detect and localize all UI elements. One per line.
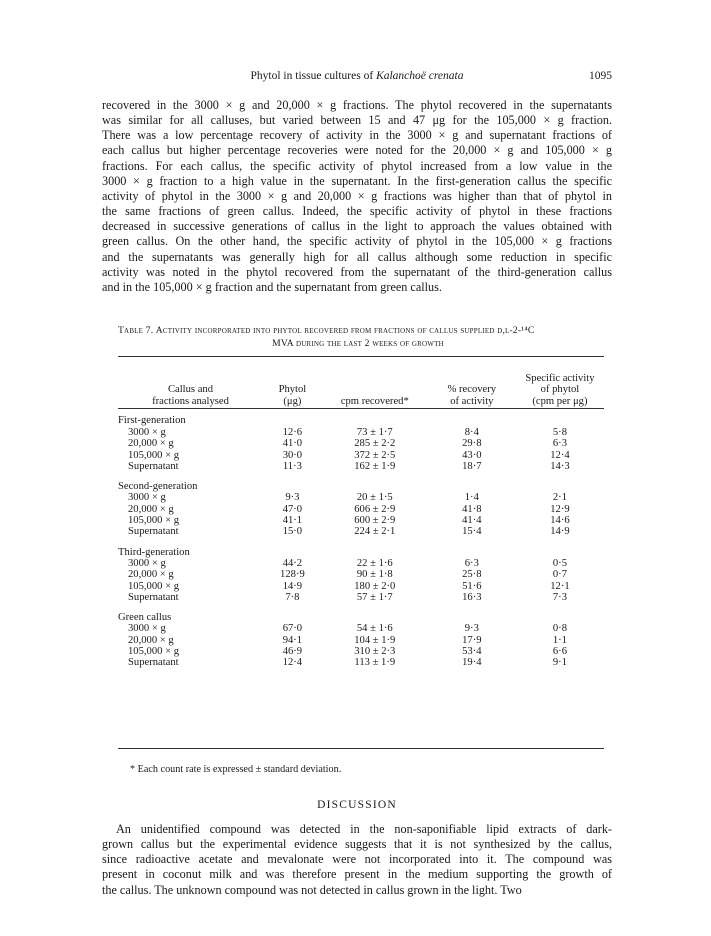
cpm-cell: 162 ± 1·9 [354, 460, 396, 472]
group-name: Third-generation [118, 546, 190, 558]
cpm-cell: 606 ± 2·9 [354, 503, 396, 515]
specific-activity-cell: 12·9 [550, 503, 570, 515]
phytol-cell: 11·3 [282, 460, 302, 472]
recovery-cell: 8·4 [464, 427, 479, 438]
phytol-cell: 9·3 [285, 492, 300, 504]
recovery-cell: 43·0 [462, 449, 482, 461]
phytol-cell: 41·1 [282, 515, 303, 527]
phytol-cell: 12·6 [282, 427, 303, 438]
table-header-row [118, 360, 604, 407]
text-line: fractions. For each callus, the specific activity of phytol increased from a low value in the [102, 158, 612, 173]
cpm-cell: 57 ± 1·7 [356, 591, 393, 603]
cpm-cell: 90 ± 1·8 [356, 569, 393, 581]
table-group-row [118, 407, 604, 427]
table-caption [118, 324, 598, 350]
data-table [118, 360, 604, 669]
text-line: was similar for all calluses, but varied between 15 and 47 μg for the 105,000 × g fraction. [102, 113, 612, 128]
table-row [118, 569, 604, 580]
text-line: green callus. On the other hand, the specific activity of phytol in the 105,000 × g fractions [102, 234, 612, 249]
fraction-cell: 20,000 × g [128, 503, 174, 515]
recovery-cell: 15·4 [462, 526, 482, 538]
phytol-cell: 41·0 [282, 438, 303, 450]
text-line: since radioactive acetate and mevalonate were not incorporated into it. The compound was [102, 852, 612, 867]
fraction-cell: 20,000 × g [128, 438, 174, 450]
text-line: activity was noted in the phytol recovered from the supernatant of the third-generation callus [102, 264, 612, 279]
fraction-cell: 105,000 × g [128, 515, 179, 527]
recovery-cell: 29·8 [462, 438, 482, 450]
text-line: the callus. The unknown compound was not detected in callus grown in the light. Two [102, 882, 522, 897]
table-row [118, 581, 604, 592]
specific-activity-cell: 1·1 [552, 634, 567, 646]
running-header [102, 70, 612, 88]
text-line: recovered in the 3000 × g and 20,000 × g fractions. The phytol recovered in the supernatants [102, 98, 612, 112]
recovery-cell: 53·4 [462, 646, 482, 658]
cpm-cell: 22 ± 1·6 [356, 557, 393, 569]
running-title-italic: Kalanchoë crenata [376, 70, 464, 82]
fraction-cell: Supernatant [128, 591, 179, 603]
table-row [118, 461, 604, 472]
table-label: Table 7. [118, 325, 154, 336]
fraction-cell: Supernatant [128, 526, 179, 538]
text-line: each callus but higher percentage recoveries were noted for the 20,000 × g and 105,000 × g [102, 143, 612, 158]
recovery-cell: 1·4 [464, 492, 479, 504]
table-group-row [118, 612, 604, 623]
table-caption-line2: MVA during the last 2 weeks of growth [272, 338, 444, 349]
table-row [118, 450, 604, 461]
text-line: decreased in successive generations of callus in the light to approach the values obtained with [102, 219, 612, 234]
fraction-cell: 105,000 × g [128, 580, 179, 592]
phytol-cell: 15·0 [282, 526, 303, 538]
table-row [118, 492, 604, 503]
table-top-rule [118, 356, 604, 357]
header-callus: Callus and fractions analysed [152, 384, 229, 407]
recovery-cell: 51·6 [462, 580, 482, 592]
recovery-cell: 16·3 [462, 591, 482, 603]
specific-activity-cell: 5·8 [552, 427, 567, 438]
text-line: An unidentified compound was detected in the non-saponifiable lipid extracts of dark- [116, 822, 612, 836]
specific-activity-cell: 0·7 [552, 569, 567, 581]
recovery-cell: 18·7 [462, 460, 482, 472]
text-line: grown callus but the experimental evidence suggests that it is not synthesized by the callus, [102, 837, 612, 852]
fraction-cell: 20,000 × g [128, 634, 174, 646]
group-name: Second-generation [118, 481, 198, 493]
cpm-cell: 104 ± 1·9 [354, 634, 396, 646]
recovery-cell: 9·3 [464, 623, 479, 635]
page-number: 1095 [589, 70, 612, 82]
cpm-cell: 224 ± 2·1 [354, 526, 396, 538]
recovery-cell: 25·8 [462, 569, 482, 581]
text-line: There was a low percentage recovery of activity in the 3000 × g and supernatant fractions of [102, 128, 612, 143]
table-group-row [118, 547, 604, 558]
table-row [118, 526, 604, 537]
phytol-cell: 94·1 [282, 634, 303, 646]
fraction-cell: 3000 × g [128, 427, 166, 438]
cpm-cell: 285 ± 2·2 [354, 438, 396, 450]
fraction-cell: 20,000 × g [128, 569, 174, 581]
phytol-cell: 47·0 [282, 503, 303, 515]
fraction-cell: 105,000 × g [128, 646, 179, 658]
phytol-cell: 12·4 [282, 657, 303, 669]
table-group-row [118, 481, 604, 492]
fraction-cell: 3000 × g [128, 623, 166, 635]
phytol-cell: 7·8 [285, 591, 300, 603]
discussion-heading: DISCUSSION [317, 799, 397, 811]
table-row [118, 623, 604, 634]
specific-activity-cell: 12·1 [550, 580, 570, 592]
specific-activity-cell: 14·9 [550, 526, 570, 538]
specific-activity-cell: 0·8 [552, 623, 567, 635]
text-line: 3000 × g fraction to a high value in the supernatant. In the first-generation callus the specific [102, 173, 612, 188]
table-row [118, 427, 604, 438]
text-line: and the supernatants was generally high for all callus although some reduction in specific [102, 249, 612, 264]
table-row [118, 646, 604, 657]
cpm-cell: 372 ± 2·5 [354, 449, 396, 461]
specific-activity-cell: 14·3 [550, 460, 570, 472]
text-line: present in coconut milk and was therefore present in the medium supporting the growth of [102, 867, 612, 882]
group-spacer [118, 603, 604, 612]
table-footnote: * Each count rate is expressed ± standard deviation. [130, 764, 342, 775]
phytol-cell: 128·9 [280, 569, 305, 581]
header-cpm: cpm recovered* [340, 395, 409, 407]
table-row [118, 504, 604, 515]
cpm-cell: 113 ± 1·9 [354, 657, 396, 669]
phytol-cell: 46·9 [282, 646, 303, 658]
phytol-cell: 14·9 [282, 580, 303, 592]
text-line: activity of phytol in the 3000 × g and 20,000 × g fractions was higher than that of phytol in [102, 188, 612, 203]
specific-activity-cell: 9·1 [552, 657, 567, 669]
recovery-cell: 17·9 [462, 634, 482, 646]
table-row [118, 558, 604, 569]
fraction-cell: 3000 × g [128, 557, 166, 569]
results-paragraph [102, 98, 612, 295]
group-spacer [118, 538, 604, 547]
discussion-paragraph [102, 822, 612, 898]
table-row [118, 515, 604, 526]
header-specific-activity: Specific activity of phytol (cpm per μg) [525, 373, 595, 407]
cpm-cell: 310 ± 2·3 [354, 646, 396, 658]
fraction-cell: 105,000 × g [128, 449, 179, 461]
phytol-cell: 30·0 [282, 449, 303, 461]
table-row [118, 592, 604, 603]
phytol-cell: 44·2 [282, 557, 303, 569]
recovery-cell: 6·3 [464, 557, 479, 569]
cpm-cell: 54 ± 1·6 [356, 623, 393, 635]
recovery-cell: 19·4 [462, 657, 482, 669]
group-name: First-generation [118, 415, 186, 426]
specific-activity-cell: 6·3 [552, 438, 567, 450]
cpm-cell: 600 ± 2·9 [354, 515, 396, 527]
table-row [118, 657, 604, 668]
cpm-cell: 20 ± 1·5 [356, 492, 393, 504]
fraction-cell: Supernatant [128, 657, 179, 669]
specific-activity-cell: 7·3 [552, 591, 567, 603]
group-spacer [118, 472, 604, 481]
cpm-cell: 73 ± 1·7 [356, 427, 393, 438]
header-recovery: % recovery of activity [447, 384, 497, 407]
fraction-cell: 3000 × g [128, 492, 166, 504]
text-line: and in the 105,000 × g fraction and the supernatant from green callus. [102, 279, 442, 294]
table-row [118, 438, 604, 449]
recovery-cell: 41·8 [462, 503, 482, 515]
table-caption-line1: Activity incorporated into phytol recovered from fractions of callus supplied d,l-2-¹⁴C [155, 325, 535, 336]
text-line: the same fractions of green callus. Indeed, the specific activity of phytol in these fractions [102, 204, 612, 219]
specific-activity-cell: 12·4 [550, 449, 570, 461]
table-bottom-rule [118, 748, 604, 749]
specific-activity-cell: 2·1 [552, 492, 567, 504]
specific-activity-cell: 14·6 [550, 515, 570, 527]
cpm-cell: 180 ± 2·0 [354, 580, 396, 592]
phytol-cell: 67·0 [282, 623, 303, 635]
recovery-cell: 41·4 [462, 515, 482, 527]
fraction-cell: Supernatant [128, 460, 179, 472]
header-phytol: Phytol (μg) [278, 384, 307, 407]
group-name: Green callus [118, 612, 172, 624]
table-row [118, 635, 604, 646]
running-title: Phytol in tissue cultures of Kalanchoë crenata [250, 70, 464, 82]
specific-activity-cell: 6·6 [552, 646, 567, 658]
specific-activity-cell: 0·5 [552, 557, 567, 569]
